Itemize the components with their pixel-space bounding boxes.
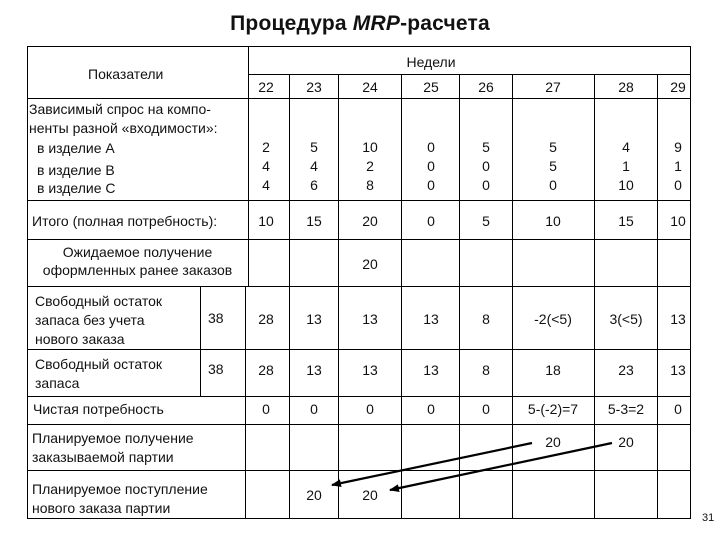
free-no-order-value: 13 [306, 311, 322, 327]
demand-item-a: в изделие A [37, 140, 115, 156]
expected-value: 20 [362, 256, 378, 272]
free-no-order-value: 8 [482, 311, 490, 327]
free-no-order-value: 28 [258, 311, 274, 327]
dependent-demand-label-2: ненты разной «входимости»: [29, 120, 218, 136]
total-label: Итого (полная потребность): [32, 213, 218, 229]
demand-item-c: в изделие C [37, 180, 116, 196]
demand-value: 5 [549, 158, 557, 174]
net-value: 0 [262, 401, 270, 417]
demand-value: 0 [482, 177, 490, 193]
planned-receipt-value: 20 [618, 434, 634, 450]
total-value: 15 [618, 213, 634, 229]
free-no-order-value: 13 [670, 311, 686, 327]
free-stock-value: 13 [423, 362, 439, 378]
demand-value: 0 [427, 158, 435, 174]
expected-label-2: оформленных ранее заказов [42, 262, 233, 278]
free-stock-value: 13 [670, 362, 686, 378]
net-value: 0 [674, 401, 682, 417]
demand-value: 4 [262, 177, 270, 193]
demand-value: 1 [622, 158, 630, 174]
title-italic: MRP [352, 12, 401, 35]
total-value: 20 [362, 213, 378, 229]
free-stock-label-1: Свободный остаток [35, 356, 163, 372]
free-stock-value: 28 [258, 362, 274, 378]
free-no-order-value: 13 [423, 311, 439, 327]
net-value: 0 [427, 401, 435, 417]
week-number: 29 [670, 79, 686, 95]
week-number: 26 [478, 79, 494, 95]
demand-value: 4 [262, 158, 270, 174]
demand-item-b: в изделие B [37, 162, 115, 178]
demand-value: 0 [482, 158, 490, 174]
demand-value: 8 [366, 177, 374, 193]
free-stock-initial: 38 [208, 361, 224, 377]
demand-value: 6 [310, 177, 318, 193]
planned-receipt-value: 20 [545, 434, 561, 450]
free-stock-value: 8 [482, 362, 490, 378]
demand-value: 5 [549, 139, 557, 155]
net-value: 5-(-2)=7 [527, 401, 579, 417]
demand-value: 5 [310, 139, 318, 155]
total-value: 10 [670, 213, 686, 229]
planned-receipt-label-2: заказываемой партии [32, 449, 174, 465]
free-stock-value: 18 [545, 362, 561, 378]
total-value: 15 [306, 213, 322, 229]
planned-arrival-value: 20 [306, 487, 322, 503]
free-no-order-label-1: Свободный остаток [35, 293, 163, 309]
demand-value: 5 [482, 139, 490, 155]
header-weeks: Недели [406, 54, 456, 70]
week-number: 23 [306, 79, 322, 95]
demand-value: 10 [618, 177, 634, 193]
dependent-demand-label-1: Зависимый спрос на компо- [29, 101, 211, 117]
total-value: 5 [482, 213, 490, 229]
net-value: 0 [310, 401, 318, 417]
week-number: 25 [423, 79, 439, 95]
free-no-order-value: -2(<5) [534, 311, 572, 327]
net-value: 5-3=2 [607, 401, 645, 417]
free-stock-value: 13 [306, 362, 322, 378]
total-value: 10 [258, 213, 274, 229]
week-number: 24 [362, 79, 378, 95]
free-no-order-label-3: нового заказа [35, 331, 125, 347]
demand-value: 0 [549, 177, 557, 193]
demand-value: 4 [622, 139, 630, 155]
demand-value: 10 [362, 139, 378, 155]
demand-value: 2 [366, 158, 374, 174]
page-number: 31 [702, 512, 715, 524]
expected-label-1: Ожидаемое получение [62, 244, 213, 260]
demand-value: 0 [674, 177, 682, 193]
free-no-order-initial: 38 [208, 310, 224, 326]
title-prefix: Процедура [230, 12, 353, 35]
free-stock-label-2: запаса [35, 375, 80, 391]
demand-value: 1 [674, 158, 682, 174]
offset-arrow-27-to-23 [332, 443, 532, 485]
free-no-order-label-2: запаса без учета [35, 312, 145, 328]
net-value: 0 [482, 401, 490, 417]
demand-value: 9 [674, 139, 682, 155]
week-number: 22 [258, 79, 274, 95]
header-indicators: Показатели [88, 66, 164, 82]
total-value: 0 [427, 213, 435, 229]
demand-value: 2 [262, 139, 270, 155]
week-number: 27 [545, 79, 561, 95]
planned-arrival-label-1: Планируемое поступление [32, 481, 208, 497]
demand-value: 4 [310, 158, 318, 174]
free-no-order-value: 13 [362, 311, 378, 327]
planned-receipt-label-1: Планируемое получение [32, 430, 194, 446]
demand-value: 0 [427, 177, 435, 193]
week-number: 28 [618, 79, 634, 95]
net-value: 0 [366, 401, 374, 417]
free-no-order-value: 3(<5) [609, 311, 643, 327]
free-stock-value: 23 [618, 362, 634, 378]
free-stock-value: 13 [362, 362, 378, 378]
planned-arrival-value: 20 [362, 487, 378, 503]
demand-value: 0 [427, 139, 435, 155]
total-value: 10 [545, 213, 561, 229]
net-label: Чистая потребность [33, 401, 164, 417]
title-suffix: -расчета [400, 12, 490, 35]
planned-arrival-label-2: нового заказа партии [32, 500, 171, 516]
